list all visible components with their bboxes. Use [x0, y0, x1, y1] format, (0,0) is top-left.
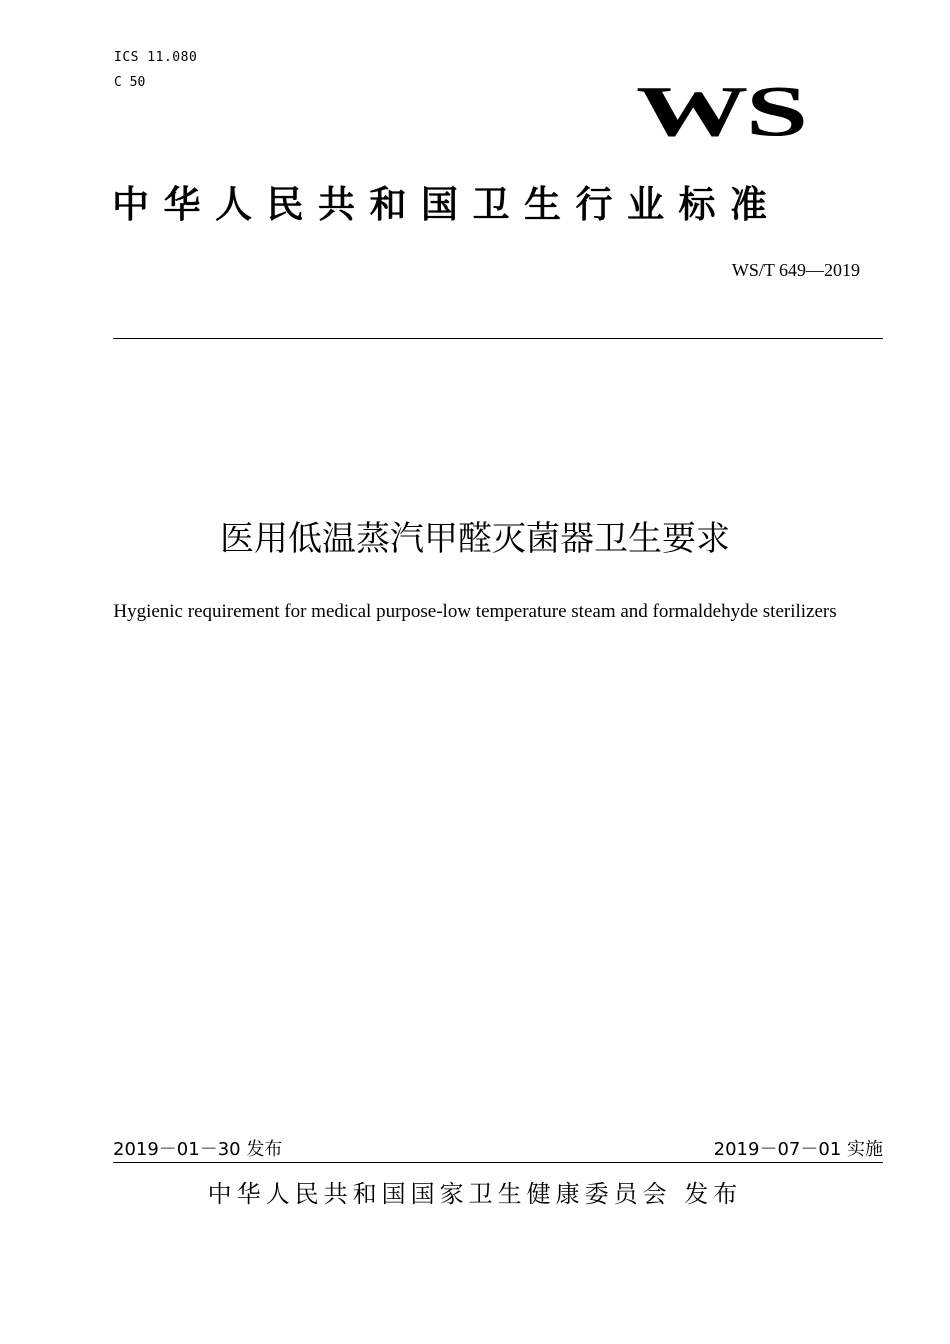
issuing-authority: 中华人民共和国国家卫生健康委员会 发布 — [207, 1180, 743, 1208]
standard-number: WS/T 649—2019 — [731, 260, 860, 280]
ws-logo: WS — [636, 71, 806, 151]
top-divider — [113, 338, 883, 339]
implementation-date: 2019－07－01 实施 — [713, 1139, 883, 1160]
standard-type-heading: 中华人民共和国卫生行业标准 — [112, 183, 782, 226]
ccs-code: C 50 — [114, 75, 146, 90]
chinese-title-text: 医用低温蒸汽甲醛灭菌器卫生要求 — [220, 519, 730, 559]
english-title: Hygienic requirement for medical purpose-low temperature steam and formaldehyde sterilizers — [113, 601, 837, 622]
chinese-title — [0, 514, 950, 564]
ics-code: ICS 11.080 — [114, 50, 198, 65]
issue-date: 2019－01－30 发布 — [113, 1139, 283, 1160]
bottom-divider — [113, 1162, 883, 1163]
